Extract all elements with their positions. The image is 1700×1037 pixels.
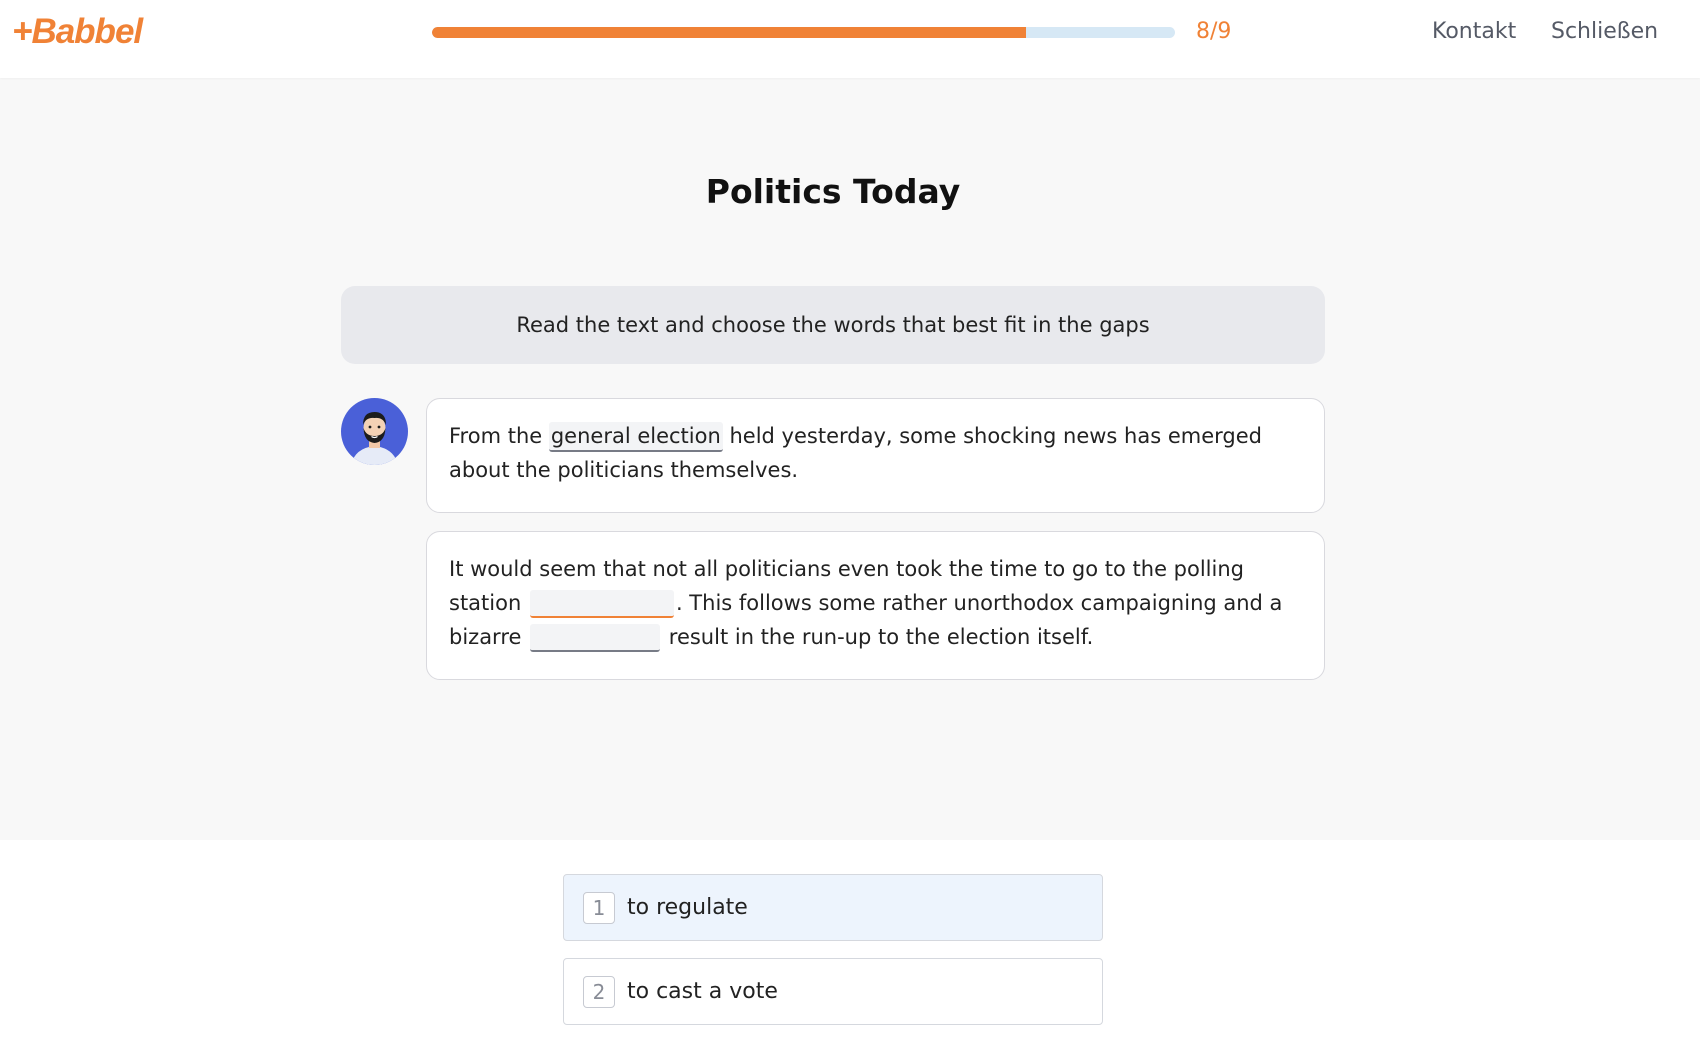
- bubble-2-text-part1: It would seem that not all politicians even took the time to go to the polling station: [449, 557, 1244, 615]
- progress-counter: 8/9: [1196, 19, 1232, 44]
- filled-gap-word[interactable]: general election: [549, 422, 723, 452]
- answer-option-2[interactable]: [563, 958, 1103, 1025]
- lesson-progress-fill: [432, 27, 1026, 38]
- babbel-logo[interactable]: +Babbel: [12, 12, 143, 51]
- option-label: to regulate: [627, 895, 748, 920]
- bubble-1-text-before: From the: [449, 424, 549, 448]
- dialogue-bubble-2: [426, 531, 1325, 680]
- empty-gap[interactable]: [530, 624, 660, 652]
- option-label: to cast a vote: [627, 979, 778, 1004]
- bubble-2-text-part2: . This follows some rather unorthodox campaigning and a bizarre: [449, 591, 1283, 649]
- contact-link[interactable]: Kontakt: [1432, 19, 1517, 44]
- active-gap[interactable]: [530, 590, 674, 618]
- lesson-progress-bar: [432, 27, 1175, 38]
- answer-option-1[interactable]: [563, 874, 1103, 941]
- close-link[interactable]: Schließen: [1551, 19, 1659, 44]
- dialogue-bubble-1: [426, 398, 1325, 513]
- top-bar: [0, 0, 1700, 78]
- lesson-title: Politics Today: [705, 172, 961, 211]
- option-number-badge: 2: [583, 976, 615, 1008]
- answer-options-tray: [0, 840, 1700, 1037]
- bearded-man-avatar-icon: [341, 398, 408, 465]
- option-number-badge: 1: [583, 892, 615, 924]
- bubble-1-text-after: held yesterday, some shocking news has emerged about the politicians themselves.: [449, 424, 1262, 482]
- instruction-banner: Read the text and choose the words that best fit in the gaps: [341, 286, 1325, 364]
- bubble-2-text-part3: result in the run-up to the election itself.: [662, 625, 1094, 649]
